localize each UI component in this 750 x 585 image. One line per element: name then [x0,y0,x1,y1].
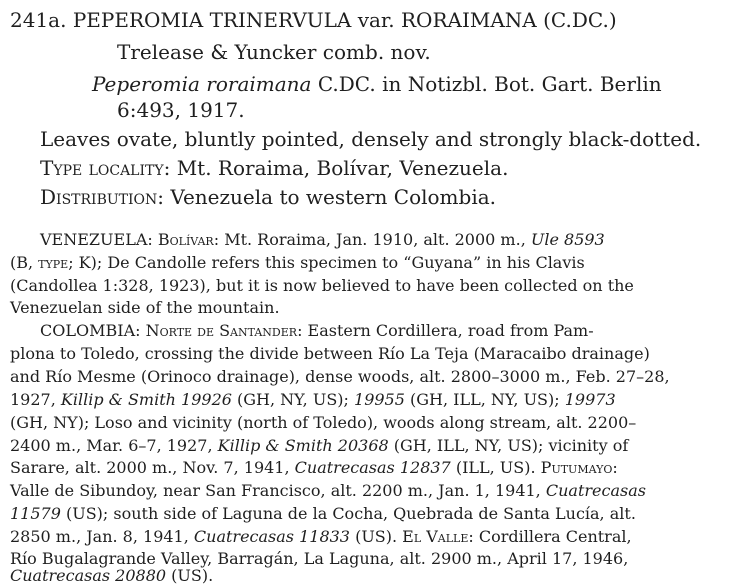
specimen-line: 11579 (US); south side of Laguna de la Cocha, Quebrada de Santa Lucía, alt. [10,504,636,523]
specimen-line: plona to Toledo, crossing the divide between Río La Teja (Maracaibo drainage) [10,344,650,363]
specimen-line: Sarare, alt. 2000 m., Nov. 7, 1941, Cuatrecasas 12837 (ILL, US). Putumayo: [10,458,618,477]
specimen-line: Valle de Sibundoy, near San Francisco, alt. 2200 m., Jan. 1, 1941, Cuatrecasas [10,481,646,500]
species-heading [10,8,617,32]
specimen-line: and Río Mesme (Orinoco drainage), dense woods, alt. 2800–3000 m., Feb. 27–28, [10,367,670,386]
type-locality-label: Type locality [40,156,164,180]
synonym-name: Peperomia roraimana [92,72,312,96]
species-title: PEPEROMIA TRINERVULA var. RORAIMANA (C.DC.) [72,8,617,32]
distribution: Distribution: Venezuela to western Colombia. [40,185,496,209]
combination-authors: Trelease & Yuncker comb. nov. [117,40,431,64]
specimen-line: (GH, NY); Loso and vicinity (north of Toledo), woods along stream, alt. 2200– [10,413,637,432]
synonym-citation-cont: 6:493, 1917. [117,98,245,122]
specimen-line: 2850 m., Jan. 8, 1941, Cuatrecasas 11833 (US). El Valle: Cordillera Central, [10,527,632,546]
specimen-line: 2400 m., Mar. 6–7, 1927, Killip & Smith 20368 (GH, ILL, NY, US); vicinity of [10,436,629,455]
specimen-line: VENEZUELA: Bolívar: Mt. Roraima, Jan. 1910, alt. 2000 m., Ule 8593 [40,230,605,249]
synonym-line [92,72,662,96]
specimen-line: (B, type; K); De Candolle refers this specimen to “Guyana” in his Clavis [10,253,585,272]
species-number: 241a. [10,8,67,32]
specimen-line: Río Bugalagrande Valley, Barragán, La Laguna, alt. 2900 m., April 17, 1946, [10,549,629,568]
synonym-citation: C.DC. in Notizbl. Bot. Gart. Berlin [317,72,662,96]
specimen-line: Cuatrecasas 20880 (US). [10,566,214,585]
leaves-description: Leaves ovate, bluntly pointed, densely and strongly black-dotted. [40,127,702,151]
specimen-line: 1927, Killip & Smith 19926 (GH, NY, US); 19955 (GH, ILL, NY, US); 19973 [10,390,616,409]
specimen-line: COLOMBIA: Norte de Santander: Eastern Cordillera, road from Pam- [40,321,594,340]
specimen-line: Venezuelan side of the mountain. [10,298,280,317]
specimen-line: (Candollea 1:328, 1923), but it is now believed to have been collected on the [10,276,634,295]
type-locality: Type locality: Mt. Roraima, Bolívar, Venezuela. [40,156,509,180]
distribution-label: Distribution [40,185,158,209]
